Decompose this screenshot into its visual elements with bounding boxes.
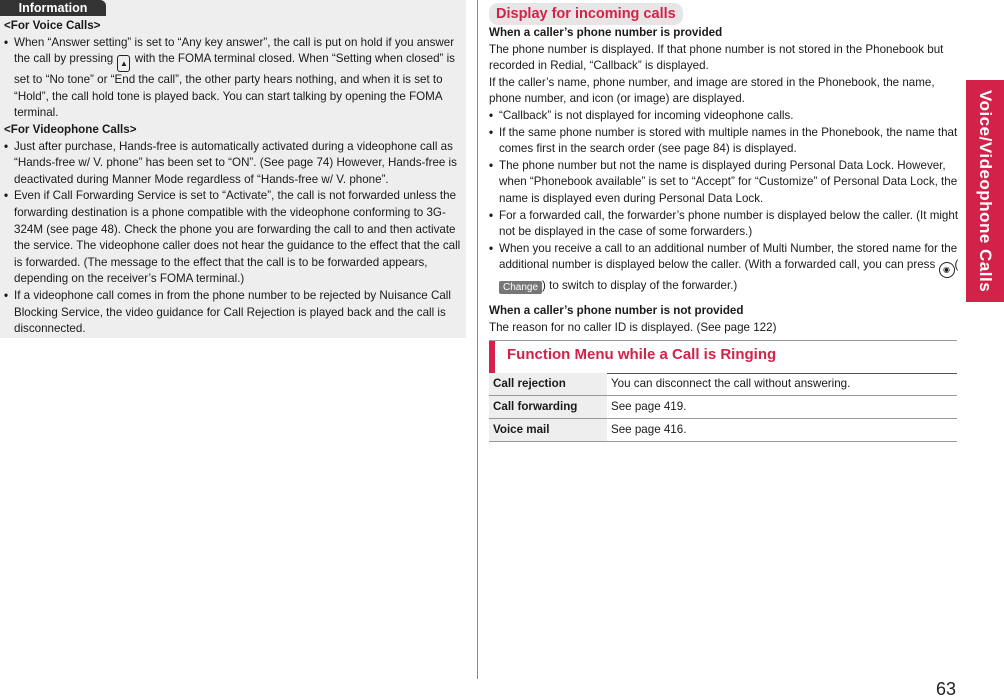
section-title-display: Display for incoming calls [489, 3, 683, 25]
not-provided-paragraph: The reason for no caller ID is displayed. (See page 122) [489, 320, 777, 334]
column-divider [477, 0, 478, 679]
change-softkey-icon: Change [499, 281, 542, 294]
display-bullet-3: • The phone number but not the name is displayed during Personal Data Lock. However, when “Phonebook available” is set to “Accept” for “Customize” of Personal Data Lock, the name is displayed even during Personal Data Lock. [489, 158, 959, 208]
provided-heading: When a caller’s phone number is provided [489, 26, 723, 39]
provided-paragraph-1: The phone number is displayed. If that phone number is not stored in the Phonebook but recorded in Redial, “Callback” is displayed. [489, 42, 944, 73]
chapter-side-tab-label: Voice/Videophone Calls [976, 89, 995, 293]
table-row [489, 419, 957, 442]
not-provided-heading: When a caller’s phone number is not provided [489, 303, 744, 317]
information-tab: Information [0, 0, 106, 16]
table-row [489, 373, 957, 396]
display-bullet-2: • If the same phone number is stored with multiple names in the Phonebook, the name that comes first in the search order (see page 84) is displayed. [489, 125, 959, 158]
video-bullet-2: • Even if Call Forwarding Service is set to “Activate”, the call is not forwarded unless the forwarding destination is a phone compatible with the videophone conforming to 3G-324M (see page 48). Check the phone you are forwarding the call to and then activate the service. The videophone caller does not hear the guidance to the effect that the call is forwarded. (The message to the effect that the call is to be forwarded appears, depending on the receiver’s FOMA terminal.) [4, 188, 462, 288]
display-bullet-1: • “Callback” is not displayed for incoming videophone calls. [489, 108, 959, 125]
page-number: 63 [935, 679, 956, 699]
menu-label-call-forwarding: Call forwarding [489, 396, 607, 419]
section-accent-bar [489, 341, 495, 373]
function-menu-table [489, 373, 957, 442]
display-bullet-5: • When you receive a call to an additional number of Multi Number, the stored name for the additional number is displayed below the caller. (With a forwarded call, you can press ◉ (Change ) to switch to display of the forwarder.) [489, 241, 959, 295]
camera-key-icon: ◉ [939, 262, 955, 278]
voice-calls-heading: <For Voice Calls> [4, 19, 101, 32]
information-content [4, 18, 462, 338]
menu-label-voice-mail: Voice mail [489, 419, 607, 442]
menu-desc-voice-mail: See page 416. [607, 419, 957, 442]
display-bullet-4: • For a forwarded call, the forwarder’s phone number is displayed below the caller. (It might not be displayed in the case of some forwarders.) [489, 208, 959, 241]
table-row [489, 396, 957, 419]
voice-bullet-1: • When “Answer setting” is set to “Any key answer”, the call is put on hold if you answer the call by pressing ▲ with the FOMA terminal closed. When “Setting when closed” is set to “No tone” or “End the call”, the other party hears nothing, and when it is set to “Hold”, the call hold tone is played back. You can start talking by opening the FOMA terminal. [4, 35, 462, 122]
chapter-side-tab [966, 80, 1004, 302]
information-box [0, 0, 466, 338]
menu-desc-call-rejection: You can disconnect the call without answering. [607, 373, 957, 396]
video-bullet-1: • Just after purchase, Hands-free is automatically activated during a videophone call as “Hands-free w/ V. phone” has been set to “ON”. (See page 74) However, Hands-free is deactivated during Manner Mode regardless of “Hands-free w/ V. phone”. [4, 139, 462, 189]
incoming-display-section [489, 0, 959, 336]
menu-label-call-rejection: Call rejection [489, 373, 607, 396]
provided-paragraph-2: If the caller’s name, phone number, and image are stored in the Phonebook, the name, phone number, and icon (or image) are displayed. [489, 75, 935, 106]
video-bullet-3: • If a videophone call comes in from the phone number to be rejected by Nuisance Call Blocking Service, the video guidance for Call Rejection is played back and the call is disconnected. [4, 288, 462, 338]
videophone-calls-heading: <For Videophone Calls> [4, 122, 137, 136]
up-key-icon: ▲ [117, 55, 130, 72]
function-menu-title: Function Menu while a Call is Ringing [507, 346, 777, 363]
menu-desc-call-forwarding: See page 419. [607, 396, 957, 419]
function-menu-header [489, 340, 957, 374]
